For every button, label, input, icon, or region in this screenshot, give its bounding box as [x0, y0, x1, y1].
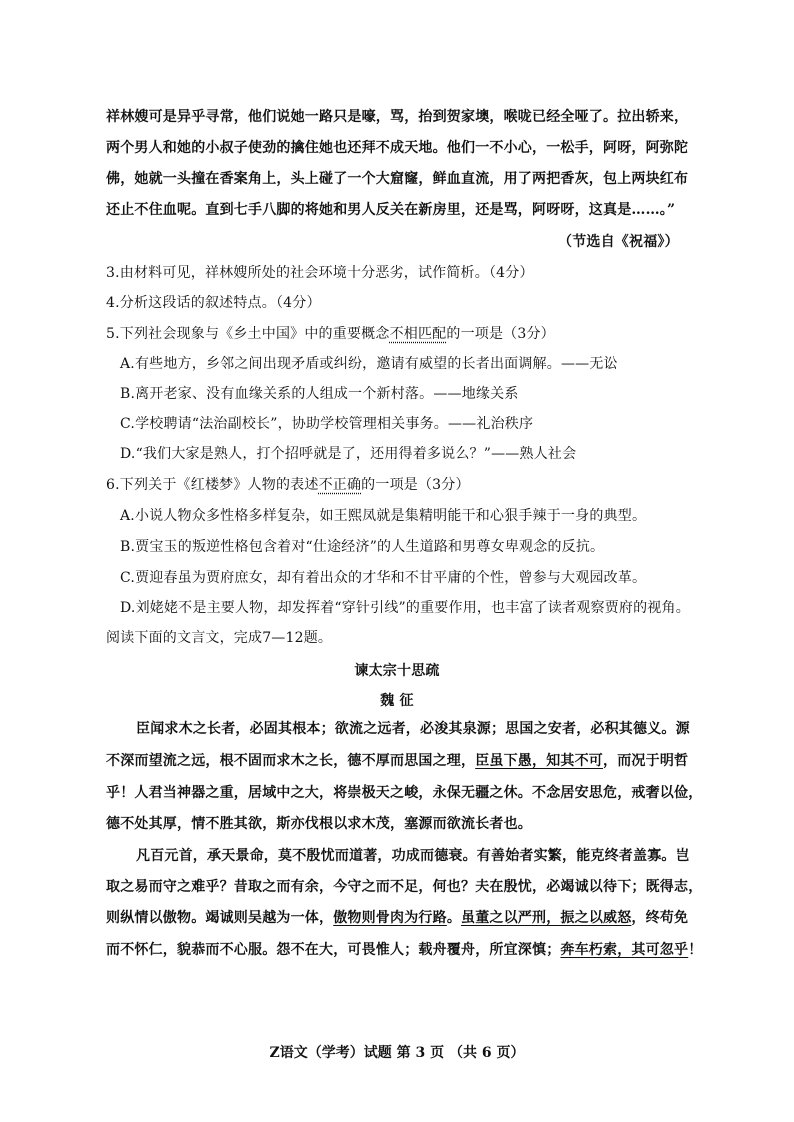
- essay-underlined-sentence-1: 臣虽下愚，知其不可: [475, 753, 604, 769]
- essay-author: 魏 征: [380, 693, 414, 709]
- passage-source: （节选自《祝福》）: [558, 234, 679, 250]
- q6-option-c: C.贾迎春虽为贾府庶女，却有着出众的才华和不甘平庸的个性，曾参与大观园改革。: [120, 570, 647, 586]
- q6-option-a: A.小说人物众多性格多样复杂，如王熙凤就是集精明能干和心狠手辣于一身的典型。: [120, 508, 647, 524]
- essay-p2-line-1: 凡百元首，承天景命，莫不殷忧而道著，功成而德衰。有善始者实繁，能克终者盖寡。岂: [136, 848, 690, 864]
- essay-p2-line-3-a: 则纵情以傲物。竭诚则吴越为一体，: [106, 910, 334, 926]
- passage-line-4: 还止不住血呢。直到七手八脚的将她和男人反关在新房里，还是骂，阿呀呀，这真是……。”: [106, 202, 676, 218]
- question-4: 4.分析这段话的叙述特点。（4分）: [106, 295, 321, 311]
- essay-p2-line-3-b: 。: [446, 910, 462, 926]
- essay-title: 谏太宗十思疏: [354, 663, 440, 679]
- essay-p1-line-1: 臣闻求木之长者，必固其根本；欲流之远者，必浚其泉源；思国之安者，必积其德义。源: [136, 721, 690, 737]
- essay-p2-line-4-a: 而不怀仁，貌恭而不心服。怨不在大，可畏惟人；载舟覆舟，所宜深慎；: [106, 942, 561, 958]
- essay-p2-line-3: [106, 909, 688, 927]
- essay-p2-line-3-c: ，终苟免: [631, 910, 689, 926]
- essay-p1-line-4: 德不处其厚，情不胜其欲，斯亦伐根以求木茂，塞源而欲流长者也。: [106, 816, 532, 832]
- q5-option-b: B.离开老家、没有血缘关系的人组成一个新村落。——地缘关系: [120, 386, 519, 402]
- question-5-emphasis: 不相匹配: [389, 326, 447, 342]
- essay-underlined-sentence-4: 奔车朽索，其可忽乎: [560, 942, 689, 958]
- page-footer: Z语文（学考）试题 第 3 页 （共 6 页）: [269, 1045, 525, 1061]
- question-6-prefix: 6.下列关于《红楼梦》人物的表述: [106, 477, 319, 493]
- passage-line-2: 两个男人和她的小叔子使劲的擒住她也还拜不成天地。他们一不小心，一松手，阿呀，阿弥陀: [106, 140, 689, 156]
- q5-option-d: D.“我们大家是熟人，打个招呼就是了，还用得着多说么？”——熟人社会: [120, 446, 577, 462]
- essay-p2-line-2: 取之易而守之难乎？昔取之而有余，今守之而不足，何也？夫在殷忧，必竭诚以待下；既得志，: [106, 879, 703, 895]
- question-5: [106, 325, 555, 343]
- essay-underlined-sentence-2: 傲物则骨肉为行路: [333, 910, 447, 926]
- essay-underlined-sentence-3: 虽董之以严刑，振之以威怒: [461, 910, 632, 926]
- passage-line-3: 佛，她就一头撞在香案角上，头上碰了一个大窟窿，鲜血直流，用了两把香灰，包上两块红布: [106, 171, 689, 187]
- reading-instruction: 阅读下面的文言文，完成7—12题。: [106, 630, 333, 646]
- question-6-suffix: 的一项是（3分）: [361, 477, 470, 493]
- essay-p1-line-2-a: 不深而望流之远，根不固而求木之长，德不厚而思国之理，: [106, 753, 476, 769]
- q5-option-a: A.有些地方，乡邻之间出现矛盾或纠纷，邀请有威望的长者出面调解。——无讼: [120, 356, 618, 372]
- question-5-suffix: 的一项是（3分）: [446, 326, 555, 342]
- question-5-prefix: 5.下列社会现象与《乡土中国》中的重要概念: [106, 326, 390, 342]
- essay-p1-line-2: [106, 752, 688, 770]
- essay-p2-line-4: [106, 941, 702, 959]
- q6-option-d: D.刘姥姥不是主要人物，却发挥着“穿针引线”的重要作用，也丰富了读者观察贾府的视角。: [120, 600, 690, 616]
- passage-line-1: 祥林嫂可是异乎寻常，他们说她一路只是嚎，骂，抬到贺家墺，喉咙已经全哑了。拉出轿来，: [106, 109, 689, 125]
- q6-option-b: B.贾宝玉的叛逆性格包含着对“仕途经济”的人生道路和男尊女卑观念的反抗。: [120, 539, 605, 555]
- question-3: 3.由材料可见，祥林嫂所处的社会环境十分恶劣，试作简析。（4分）: [106, 265, 534, 281]
- essay-p2-line-4-b: ！: [688, 942, 703, 958]
- question-6-emphasis: 不正确: [318, 477, 362, 493]
- question-6: [106, 476, 470, 494]
- essay-p1-line-3: 乎！人君当神器之重，居域中之大，将崇极天之峻，永保无疆之休。不念居安思危，戒奢以俭，: [106, 785, 703, 801]
- q5-option-c: C.学校聘请“法治副校长”，协助学校管理相关事务。——礼治秩序: [120, 416, 534, 432]
- essay-p1-line-2-b: ，而况于明哲: [603, 753, 689, 769]
